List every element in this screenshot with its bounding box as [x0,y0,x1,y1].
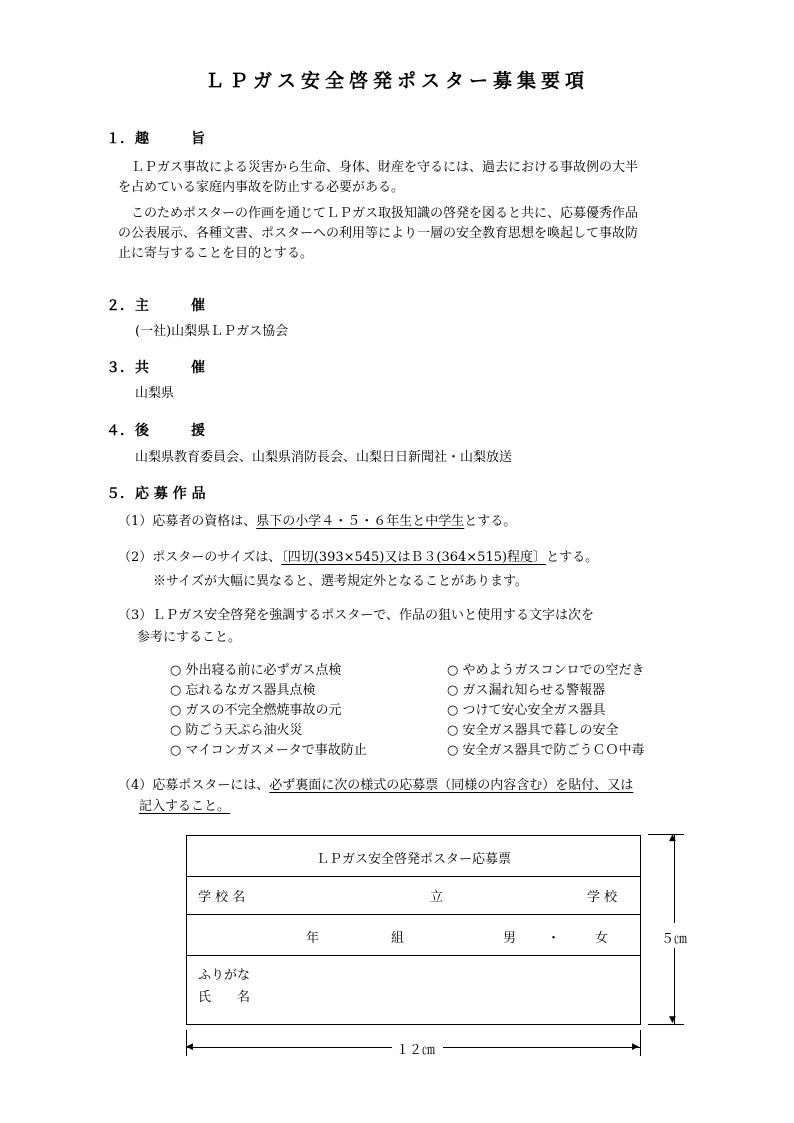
form-dot: ・ [547,931,561,946]
item4-prefix: （4）応募ポスターには、 [118,778,270,793]
form-divider-2 [187,914,640,915]
form-school-label: 学 校 名 [198,890,246,905]
form-divider-3 [187,955,640,956]
slogan-left-4: ○ 防ごう天ぷら油火災 [170,723,303,738]
form-onna: 女 [595,931,609,946]
item2 [118,548,598,568]
arrow-right-icon: ▶ [632,1042,639,1052]
height-dim-line-bottom [674,948,675,1024]
item1-underlined: 県下の小学４・５・６年生と中学生 [256,514,465,529]
section1-line-3: このためポスターの作画を通じてＬＰガス取扱知識の啓発を図ると共に、応募優秀作品 [118,206,639,221]
slogan-right-5: ○ 安全ガス器具で防ごうＣＯ中毒 [447,743,645,758]
arrow-up-icon: ▲ [669,833,676,843]
height-dim-line-top [674,835,675,923]
form-otoko: 男 [503,931,517,946]
section4-heading: 後 援 [135,423,205,439]
slogan-right-3: ○ つけて安心安全ガス器具 [447,703,606,718]
item4-line-2: 記入すること。 [139,799,231,814]
section1-line-5: 止に寄与することを目的とする。 [118,246,314,261]
slogan-right-1: ○ やめようガスコンロでの空だき [447,663,645,678]
section1-line-4: の公表展示、各種文書、ポスターへの利用等により一層の安全教育思想を喚起して事故防 [118,226,639,241]
height-dim-bottom-tick [648,1024,684,1025]
arrow-down-icon: ▼ [669,1015,676,1025]
item3-line-1: （3）ＬＰガス安全啓発を強調するポスターで、作品の狙いと使用する文字は次を [118,608,595,623]
section1-heading: 趣 旨 [135,131,205,147]
section3-number: ３． [106,360,134,376]
arrow-left-icon: ◀ [186,1042,193,1052]
item2-suffix: とする。 [546,550,599,565]
slogan-left-2: ○ 忘れるなガス器具点検 [170,683,316,698]
form-ritsu: 立 [430,890,444,905]
form-furigana: ふりがな [198,968,251,983]
slogan-right-2: ○ ガス漏れ知らせる警報器 [447,683,606,698]
item1 [118,512,516,532]
section4-body: 山梨県教育委員会、山梨県消防長会、山梨日日新聞社・山梨放送 [135,450,513,465]
slogan-left-5: ○ マイコンガスメータで事故防止 [170,743,367,758]
width-dim-right-tick [640,1030,641,1056]
item2-underlined: 〔四切(393×545)又はＢ３(364×515)程度〕 [281,550,547,565]
application-form [186,835,641,1025]
section2-body: (一社)山梨県ＬＰガス協会 [135,324,289,339]
slogan-right-4: ○ 安全ガス器具で暮しの安全 [447,723,619,738]
width-dim-label: １２㎝ [396,1043,436,1058]
width-dim-line-left [187,1047,392,1048]
item4-line-1 [118,776,633,796]
section1-line-1: ＬＰガス事故による災害から生命、身体、財産を守るには、過去における事故例の大半 [118,160,639,175]
item4-underlined: 必ず裏面に次の様式の応募票（同様の内容含む）を貼付、又は [269,778,634,793]
page-title: ＬＰガス安全啓発ポスター募集要項 [204,70,589,92]
item1-prefix: （1）応募者の資格は、 [118,514,257,529]
slogan-left-1: ○ 外出寝る前に必ずガス点検 [170,663,342,678]
section2-number: ２． [106,298,134,314]
form-school: 学 校 [587,890,618,905]
section3-body: 山梨県 [135,386,175,401]
item2-note: ※サイズが大幅に異なると、選考規定外となることがあります。 [153,574,528,589]
section1-number: １． [106,131,134,147]
section5-heading: 応 募 作 品 [135,486,206,502]
section5-number: ５． [106,486,134,502]
form-nen: 年 [306,931,320,946]
section4-number: ４． [106,423,134,439]
item3-line-2: 参考にすること。 [137,630,242,645]
item1-suffix: とする。 [464,514,517,529]
form-kumi: 組 [391,931,405,946]
form-divider-1 [187,876,640,877]
item2-prefix: （2）ポスターのサイズは、 [118,550,282,565]
width-dim-line-right [443,1047,640,1048]
height-dim-label: ５㎝ [661,932,688,947]
slogan-left-3: ○ ガスの不完全燃焼事故の元 [170,703,342,718]
form-name-label: 氏 名 [198,990,251,1005]
height-dim-top-tick [648,834,684,835]
form-title: ＬＰガス安全啓発ポスター応募票 [315,852,511,867]
section1-line-2: を占めている家庭内事故を防止する必要がある。 [118,180,405,195]
section2-heading: 主 催 [135,298,205,314]
section3-heading: 共 催 [135,360,205,376]
